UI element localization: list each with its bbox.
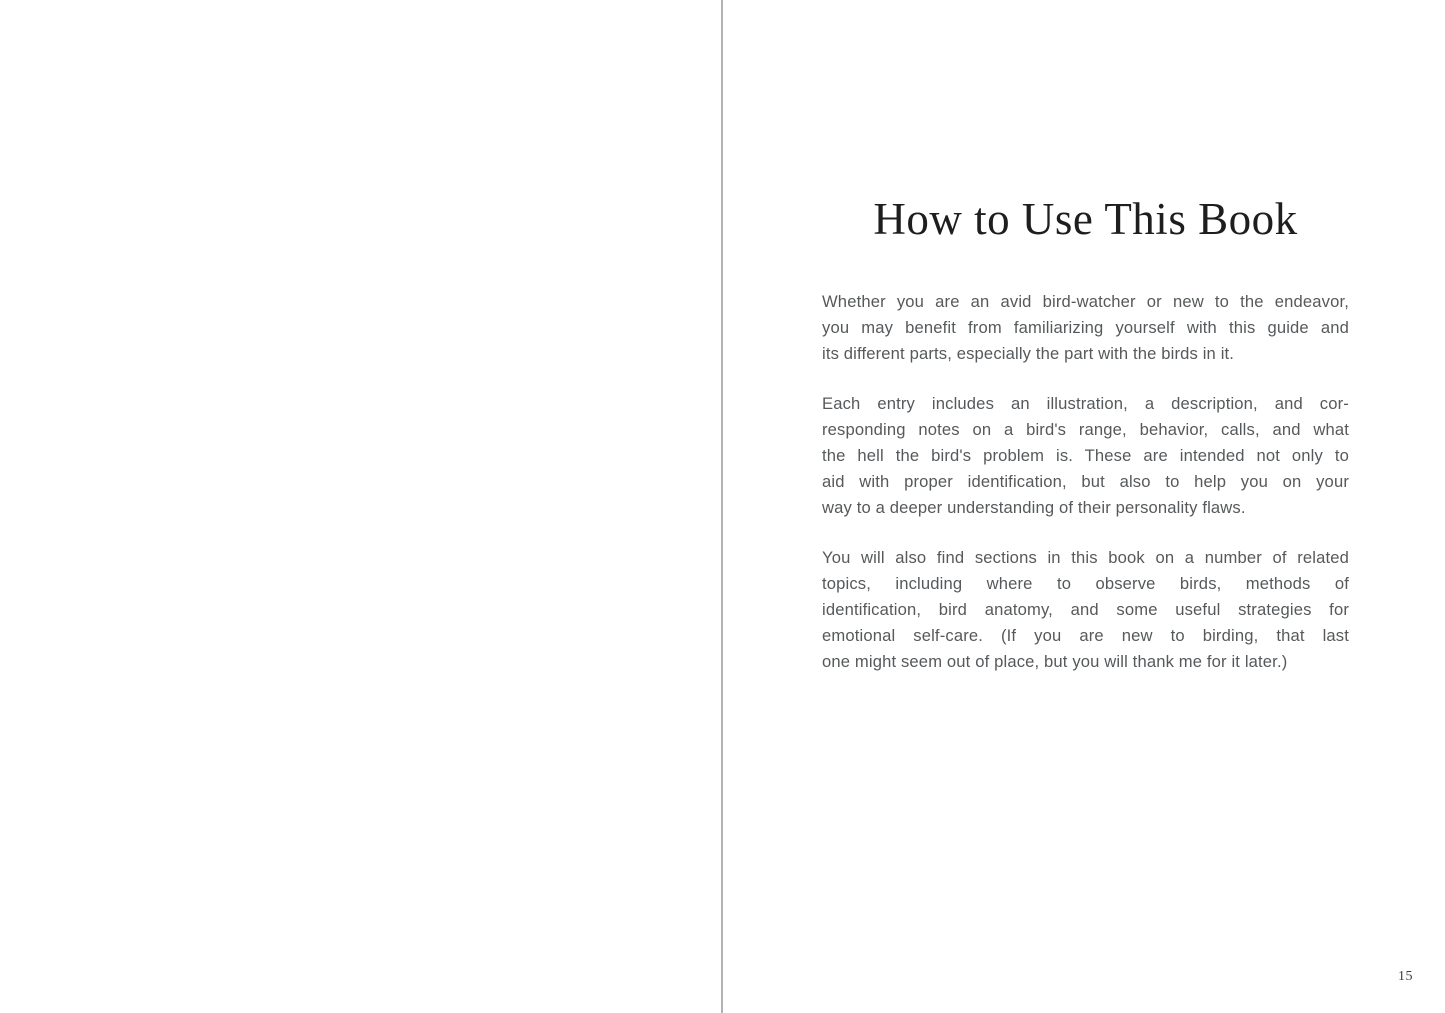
body-paragraph-2 <box>822 391 1349 521</box>
page-number: 15 <box>1398 969 1413 984</box>
text-line: its different parts, especially the part with the birds in it. <box>822 344 1235 363</box>
text-line: Whether you are an avid bird-watcher or new to the endeavor, <box>822 292 1349 311</box>
body-text <box>822 289 1349 699</box>
body-paragraph-1 <box>822 289 1349 367</box>
text-line: You will also find sections in this book on a number of related <box>822 548 1349 567</box>
chapter-title: How to Use This Book <box>873 194 1298 245</box>
body-paragraph-3 <box>822 545 1349 675</box>
text-line: one might seem out of place, but you will thank me for it later.) <box>822 652 1288 671</box>
right-page <box>723 0 1445 1013</box>
text-line: emotional self-care. (If you are new to birding, that last <box>822 626 1349 645</box>
text-line: you may benefit from familiarizing yourself with this guide and <box>822 318 1349 337</box>
text-line: the hell the bird's problem is. These are intended not only to <box>822 446 1349 465</box>
text-line: responding notes on a bird's range, behavior, calls, and what <box>822 420 1349 439</box>
text-line: identification, bird anatomy, and some useful strategies for <box>822 600 1349 619</box>
text-line: topics, including where to observe birds, methods of <box>822 574 1349 593</box>
text-line: Each entry includes an illustration, a description, and cor- <box>822 394 1349 413</box>
text-line: aid with proper identification, but also to help you on your <box>822 472 1349 491</box>
text-line: way to a deeper understanding of their personality flaws. <box>822 498 1246 517</box>
